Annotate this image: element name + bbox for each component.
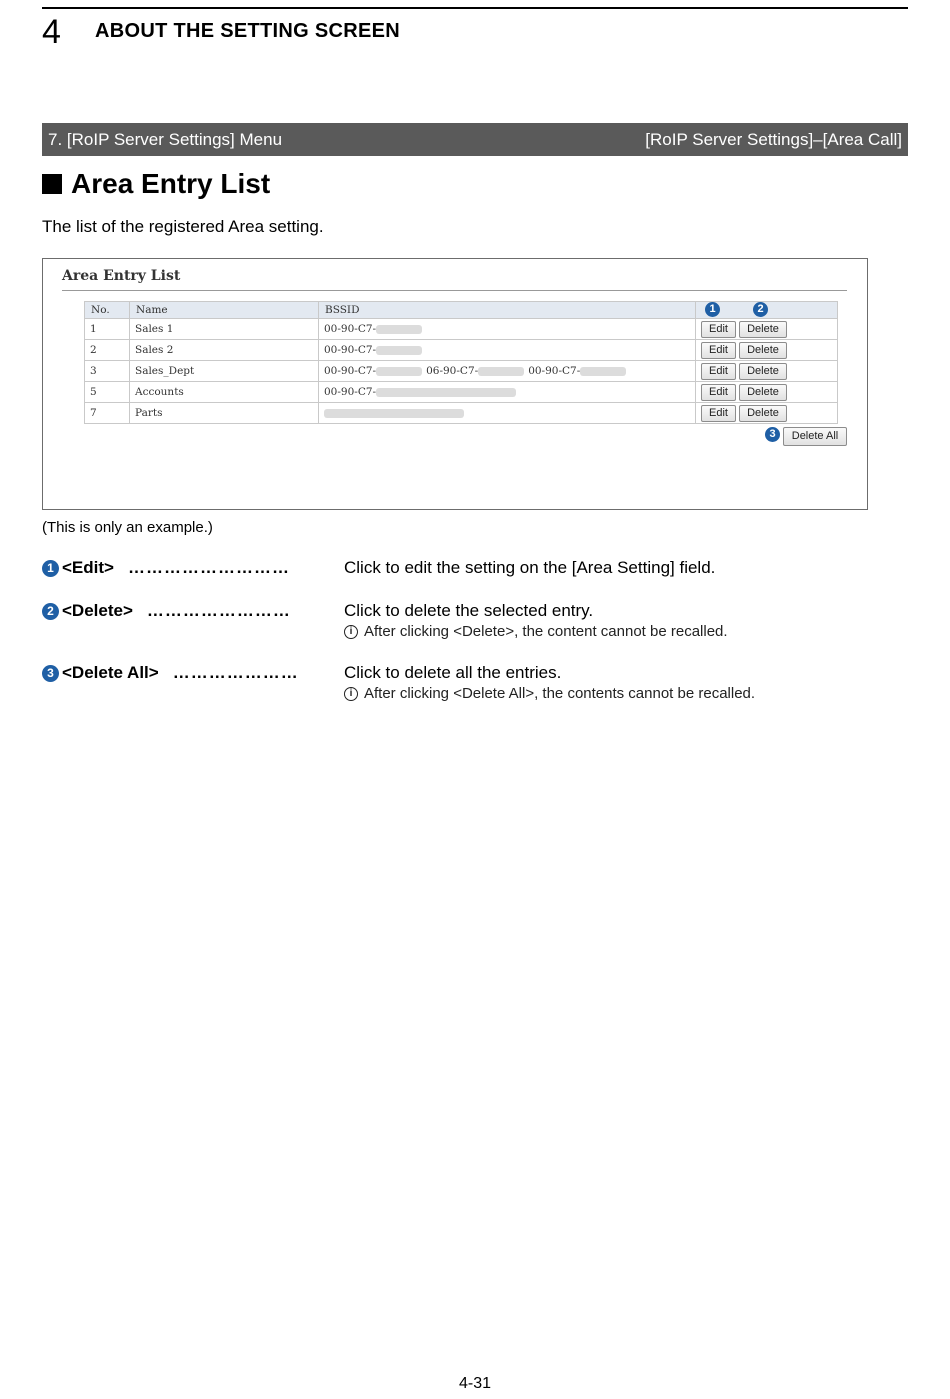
description-label-text: <Delete All>: [62, 663, 159, 682]
number-2-icon: 2: [42, 603, 59, 620]
top-rule: [42, 7, 908, 9]
delete-button[interactable]: Delete: [739, 405, 787, 422]
description-text: Click to delete the selected entry.: [344, 601, 594, 620]
number-1-icon: 1: [42, 560, 59, 577]
page-number: 4-31: [458, 1375, 492, 1392]
bssid-prefix: 00-90-C7-: [324, 386, 377, 398]
table-row: [85, 361, 838, 382]
redacted-bssid: [376, 346, 422, 355]
delete-button[interactable]: Delete: [739, 363, 787, 380]
column-header-no: No.: [85, 302, 130, 319]
cell-no: 7: [85, 403, 130, 424]
redacted-bssid: [376, 325, 422, 334]
marker-2-icon: 2: [753, 302, 768, 317]
cell-actions: [696, 403, 838, 424]
chapter-title: ABOUT THE SETTING SCREEN: [95, 20, 400, 42]
chapter-number: 4: [42, 13, 61, 51]
edit-button[interactable]: Edit: [701, 321, 736, 338]
cell-name: Sales 1: [130, 319, 319, 340]
edit-button[interactable]: Edit: [701, 342, 736, 359]
column-header-bssid: BSSID: [319, 302, 696, 319]
marker-3-icon: 3: [765, 427, 780, 442]
description-note-text: After clicking <Delete>, the content cannot be recalled.: [364, 623, 728, 640]
menu-bar-left: 7. [RoIP Server Settings] Menu: [48, 129, 283, 149]
delete-button[interactable]: Delete: [739, 342, 787, 359]
cell-no: 5: [85, 382, 130, 403]
screenshot-title: Area Entry List: [62, 268, 181, 284]
delete-button[interactable]: Delete: [739, 321, 787, 338]
menu-bar-right: [RoIP Server Settings]–[Area Call]: [645, 129, 902, 149]
section-title: [42, 168, 270, 200]
cell-name: Sales 2: [130, 340, 319, 361]
bssid-prefix: 00-90-C7-: [528, 365, 581, 377]
cell-no: 3: [85, 361, 130, 382]
column-header-name: Name: [130, 302, 319, 319]
intro-text: The list of the registered Area setting.: [42, 217, 324, 236]
example-note: (This is only an example.): [42, 519, 213, 536]
screenshot-title-rule: [62, 290, 847, 291]
leader-dots: ………………………: [127, 558, 290, 577]
cell-bssid: [319, 361, 696, 382]
bssid-prefix: 06-90-C7-: [426, 365, 479, 377]
redacted-bssid: [580, 367, 626, 376]
cell-bssid: [319, 382, 696, 403]
redacted-bssid: [478, 367, 524, 376]
edit-button[interactable]: Edit: [701, 384, 736, 401]
redacted-bssid: [324, 409, 464, 418]
cell-actions: [696, 340, 838, 361]
area-entry-table: [84, 301, 838, 424]
table-row: [85, 319, 838, 340]
cell-name: Parts: [130, 403, 319, 424]
edit-button[interactable]: Edit: [701, 363, 736, 380]
table-row: [85, 340, 838, 361]
menu-bar: [42, 123, 908, 156]
cell-name: Accounts: [130, 382, 319, 403]
cell-no: 2: [85, 340, 130, 361]
edit-button[interactable]: Edit: [701, 405, 736, 422]
info-icon: i: [344, 687, 358, 701]
description-label-text: <Delete>: [62, 601, 133, 620]
description-note: [344, 685, 755, 702]
square-bullet-icon: [42, 174, 62, 194]
bssid-prefix: 00-90-C7-: [324, 323, 377, 335]
cell-bssid: [319, 340, 696, 361]
description-label-text: <Edit>: [62, 558, 114, 577]
marker-1-icon: 1: [705, 302, 720, 317]
description-text: Click to delete all the entries.: [344, 663, 562, 682]
cell-no: 1: [85, 319, 130, 340]
cell-actions: [696, 361, 838, 382]
description-label: [42, 663, 299, 683]
table-row: [85, 382, 838, 403]
screenshot-area-entry-list: [42, 258, 868, 510]
table-header-row: [85, 302, 838, 319]
cell-actions: [696, 382, 838, 403]
redacted-bssid: [376, 388, 516, 397]
description-label: [42, 558, 290, 578]
section-title-text: Area Entry List: [71, 168, 271, 199]
cell-bssid: [319, 319, 696, 340]
cell-bssid: [319, 403, 696, 424]
description-note: [344, 623, 728, 640]
bssid-prefix: 00-90-C7-: [324, 365, 377, 377]
redacted-bssid: [376, 367, 422, 376]
cell-name: Sales_Dept: [130, 361, 319, 382]
leader-dots: …………………: [172, 663, 299, 682]
description-note-text: After clicking <Delete All>, the contents cannot be recalled.: [364, 685, 756, 702]
leader-dots: ……………………: [146, 601, 291, 620]
delete-button[interactable]: Delete: [739, 384, 787, 401]
number-3-icon: 3: [42, 665, 59, 682]
description-label: [42, 601, 291, 621]
cell-actions: [696, 319, 838, 340]
delete-all-button[interactable]: Delete All: [783, 427, 847, 446]
info-icon: i: [344, 625, 358, 639]
table-row: [85, 403, 838, 424]
bssid-prefix: 00-90-C7-: [324, 344, 377, 356]
description-text: Click to edit the setting on the [Area Setting] field.: [344, 558, 716, 577]
